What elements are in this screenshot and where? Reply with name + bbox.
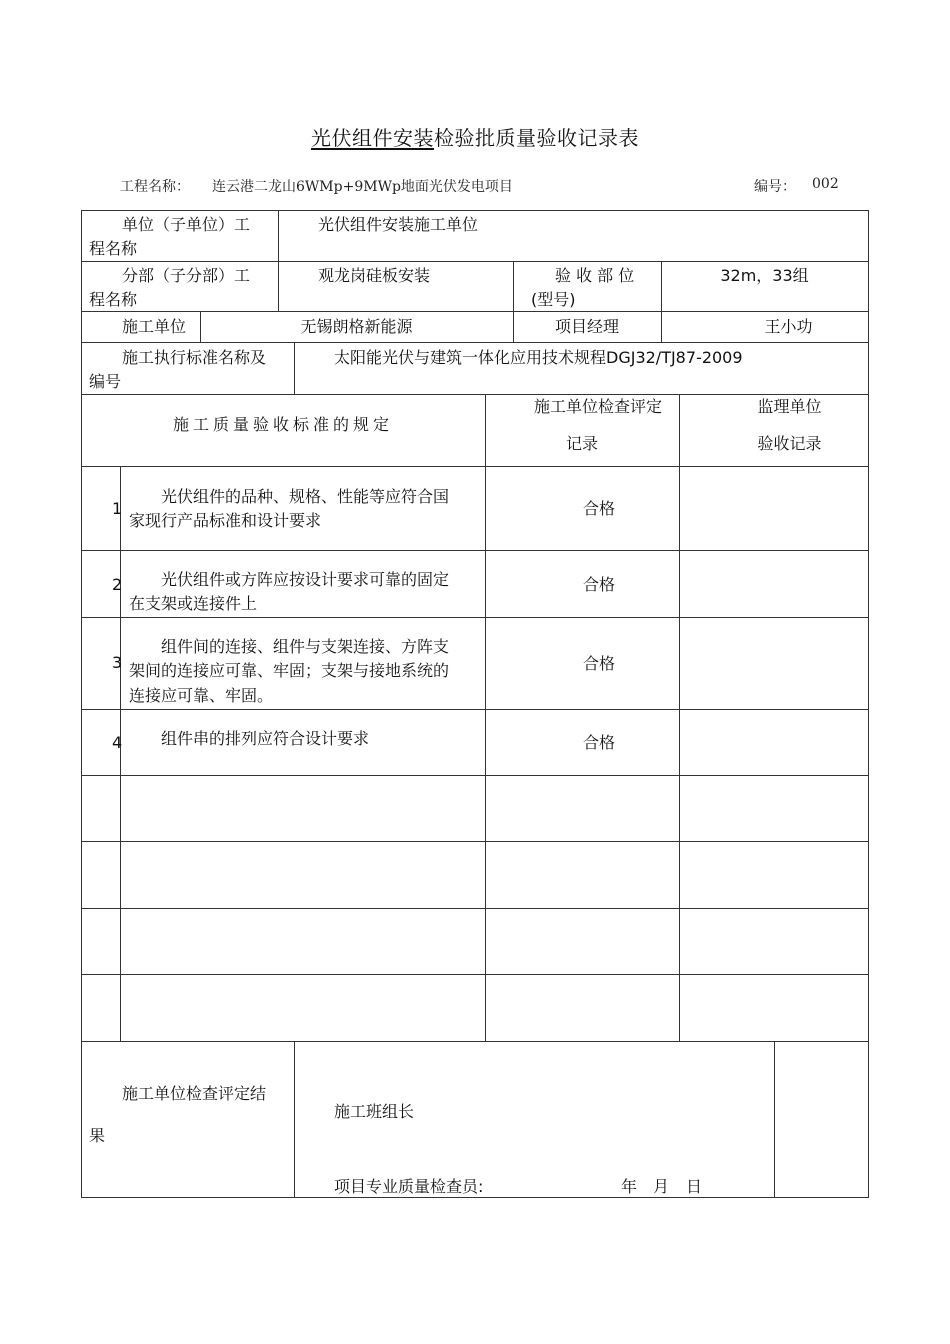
row-text-line2: 在支架或连接件上 <box>129 594 258 613</box>
unit-value: 光伏组件安装施工单位 <box>318 215 479 234</box>
row-number: 4 <box>112 733 123 752</box>
row-text-line1: 光伏组件或方阵应按设计要求可靠的固定 <box>161 570 450 589</box>
header-standard: 施工质量验收标准的规定 <box>172 415 393 434</box>
row-result: 合格 <box>582 654 615 673</box>
standard-label-line1: 施工执行标准名称及 <box>122 348 267 367</box>
title-rest: 检验批质量验收记录表 <box>434 126 639 150</box>
manager-label: 项目经理 <box>554 317 619 336</box>
date-year: 年 <box>621 1177 638 1196</box>
team-leader-label: 施工班组长 <box>334 1102 415 1121</box>
standard-label-line2: 编号 <box>89 372 122 391</box>
date-day: 日 <box>686 1177 703 1196</box>
row-result: 合格 <box>582 499 615 518</box>
row-text-line2: 架间的连接应可靠、牢固；支架与接地系统的 <box>129 661 450 680</box>
eval-label-line1: 施工单位检查评定结 <box>122 1084 267 1103</box>
row-result: 合格 <box>582 575 615 594</box>
header-supervise-line2: 验收记录 <box>757 434 822 453</box>
position-value: 32m，33组 <box>720 266 809 285</box>
part-value: 观龙岗硅板安装 <box>318 266 431 285</box>
row-text-line1: 组件间的连接、组件与支架连接、方阵支 <box>161 637 450 656</box>
inspector-label: 项目专业质量检查员: <box>334 1177 484 1196</box>
project-name: 连云港二龙山6WMp+9MWp地面光伏发电项目 <box>212 179 513 195</box>
row-text-line1: 组件串的排列应符合设计要求 <box>161 729 370 748</box>
header-check-line1: 施工单位检查评定 <box>533 397 662 416</box>
row-text-line3: 连接应可靠、牢固。 <box>129 686 274 705</box>
row-number: 2 <box>112 575 123 594</box>
unit-label-line2: 程名称 <box>89 239 138 258</box>
row-text-line1: 光伏组件的品种、规格、性能等应符合国 <box>161 487 450 506</box>
eval-label-line2: 果 <box>89 1126 106 1145</box>
row-result: 合格 <box>582 733 615 752</box>
row-text-line2: 家现行产品标准和设计要求 <box>129 511 322 530</box>
title-underlined: 光伏组件安装 <box>311 126 434 150</box>
contractor-value: 无锡朗格新能源 <box>300 317 413 336</box>
number-label: 编号： <box>754 179 796 195</box>
number-value: 002 <box>812 176 839 192</box>
manager-value: 王小功 <box>764 317 813 336</box>
date-month: 月 <box>653 1177 670 1196</box>
position-label-line1: 验 收 部 位 <box>555 266 635 285</box>
contractor-label: 施工单位 <box>122 317 187 336</box>
header-supervise-line1: 监理单位 <box>757 397 822 416</box>
document-title <box>0 122 950 151</box>
standard-value: 太阳能光伏与建筑一体化应用技术规程DGJ32/TJ87-2009 <box>334 348 743 367</box>
row-number: 1 <box>112 499 123 518</box>
unit-label-line1: 单位（子单位）工 <box>122 215 251 234</box>
row-number: 3 <box>112 653 123 672</box>
part-label-line1: 分部（子分部）工 <box>122 266 251 285</box>
project-label: 工程名称： <box>120 179 190 195</box>
part-label-line2: 程名称 <box>89 290 138 309</box>
position-label-line2: (型号) <box>531 290 576 309</box>
header-check-line2: 记录 <box>565 434 598 453</box>
